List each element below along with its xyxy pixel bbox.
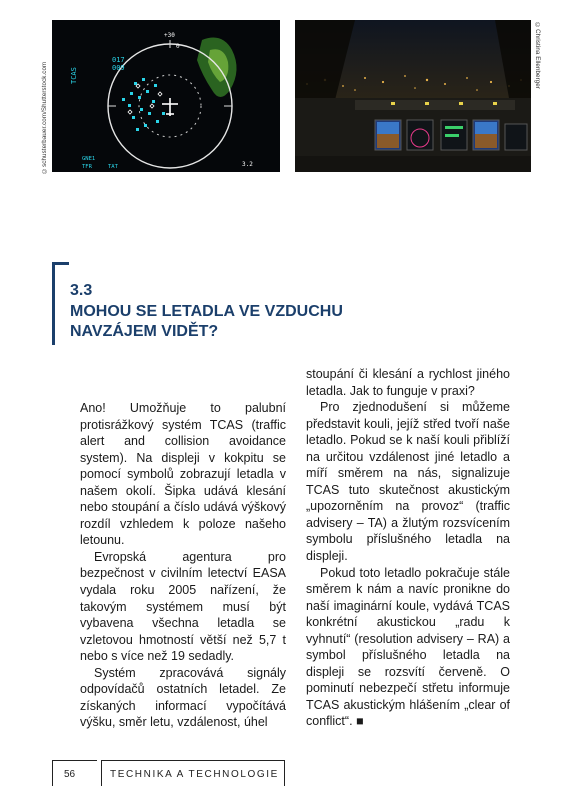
footer-rule-top-left [52,760,97,761]
photo-credit-right: ©Christina Ellenberger [534,22,541,89]
radar-track-label-a: 017 [112,56,125,64]
footer-rule-right [284,760,285,786]
radar-bottom-label-b: TFR [82,164,92,170]
paragraph-intro: Ano! Umožňuje to palubní protisrážkový systém TCAS (traffic alert and collision avoidance system). Na displeji v kokpitu se pomocí symbolů zobrazují letadla v našem okolí. Šipka udává klesání nebo stoupání a číslo udává výškový rozdíl vzhledem k poloze našeho letounu. [80,401,286,548]
section-number: 3.3 [70,282,93,299]
footer-rule-top [101,760,285,761]
paragraph-continuation: stoupání či klesání a rychlost jiného letadla. Jak to funguje v praxi? [306,367,510,398]
text-column-right [306,366,510,730]
footer-rule-left [52,760,53,786]
radar-tcas-label: TCAS [70,67,78,84]
paragraph-system: Systém zpracovává signály odpovídačů ostatních letadel. Ze získaných informací vypočítává výšku, směr letu, vzdálenost, úhel [80,665,286,730]
radar-bottom-label-a: GNE1 [82,156,96,162]
heading-bracket [52,262,69,345]
cockpit-night-photo [295,20,531,172]
cockpit-illustration [295,20,531,172]
tcas-radar-illustration [52,20,280,172]
photo-credit-left: ©schusterbauer.com/Shutterstock.com [41,61,48,174]
paragraph-sphere: Pro zjednodušení si můžeme představit kouli, jejíž střed tvoří naše letadlo. Pokud se k naší kouli přiblíží na určitou vzdálenost jiné letadlo a míří směrem na nás, signalizuje TCAS tuto skutečnost akustickým „upozorněním na provoz“ (traffic advisery – TA) a žlutým rozsvícením symbolu příslušného letadla na displeji. [306,400,510,564]
radar-label-zero: 0 [176,43,180,50]
section-title: MOHOU SE LETADLA VE VZDUCHU NAVZÁJEM VIDĚT? [70,303,343,340]
text-column-left [80,400,286,731]
radar-label-top: +30 [164,32,175,39]
radar-track-label-b: 009 [112,64,125,72]
page-number: 56 [64,769,76,780]
tcas-display-photo [52,20,280,172]
radar-bottom-right-label: 3.2 [242,161,253,168]
paragraph-easa: Evropská agentura pro bezpečnost v civilním letectví EASA vydala roku 2005 nařízení, že takovým systémem musí být vybavena všechna letadla se vzletovou hmotností větší než 5,7 t nebo s více než 19 sedadly. [80,549,286,664]
paragraph-resolution: Pokud toto letadlo pokračuje stále směrem k nám a navíc pronikne do naší imaginární koule, vydává TCAS konkrétní akustickou „radu k vyhnutí“ (resolution advisery – RA) a symbol příslušného letadla na displeji se rozsvítí červeně. O pominutí nebezpečí střetu informuje TCAS akustickým hlášením „clear of conflict“. ■ [306,565,510,729]
footer-section-label: TECHNIKA A TECHNOLOGIE [110,769,279,780]
footer-rule-mid [101,760,102,786]
radar-tat-label: TAT [108,164,118,170]
